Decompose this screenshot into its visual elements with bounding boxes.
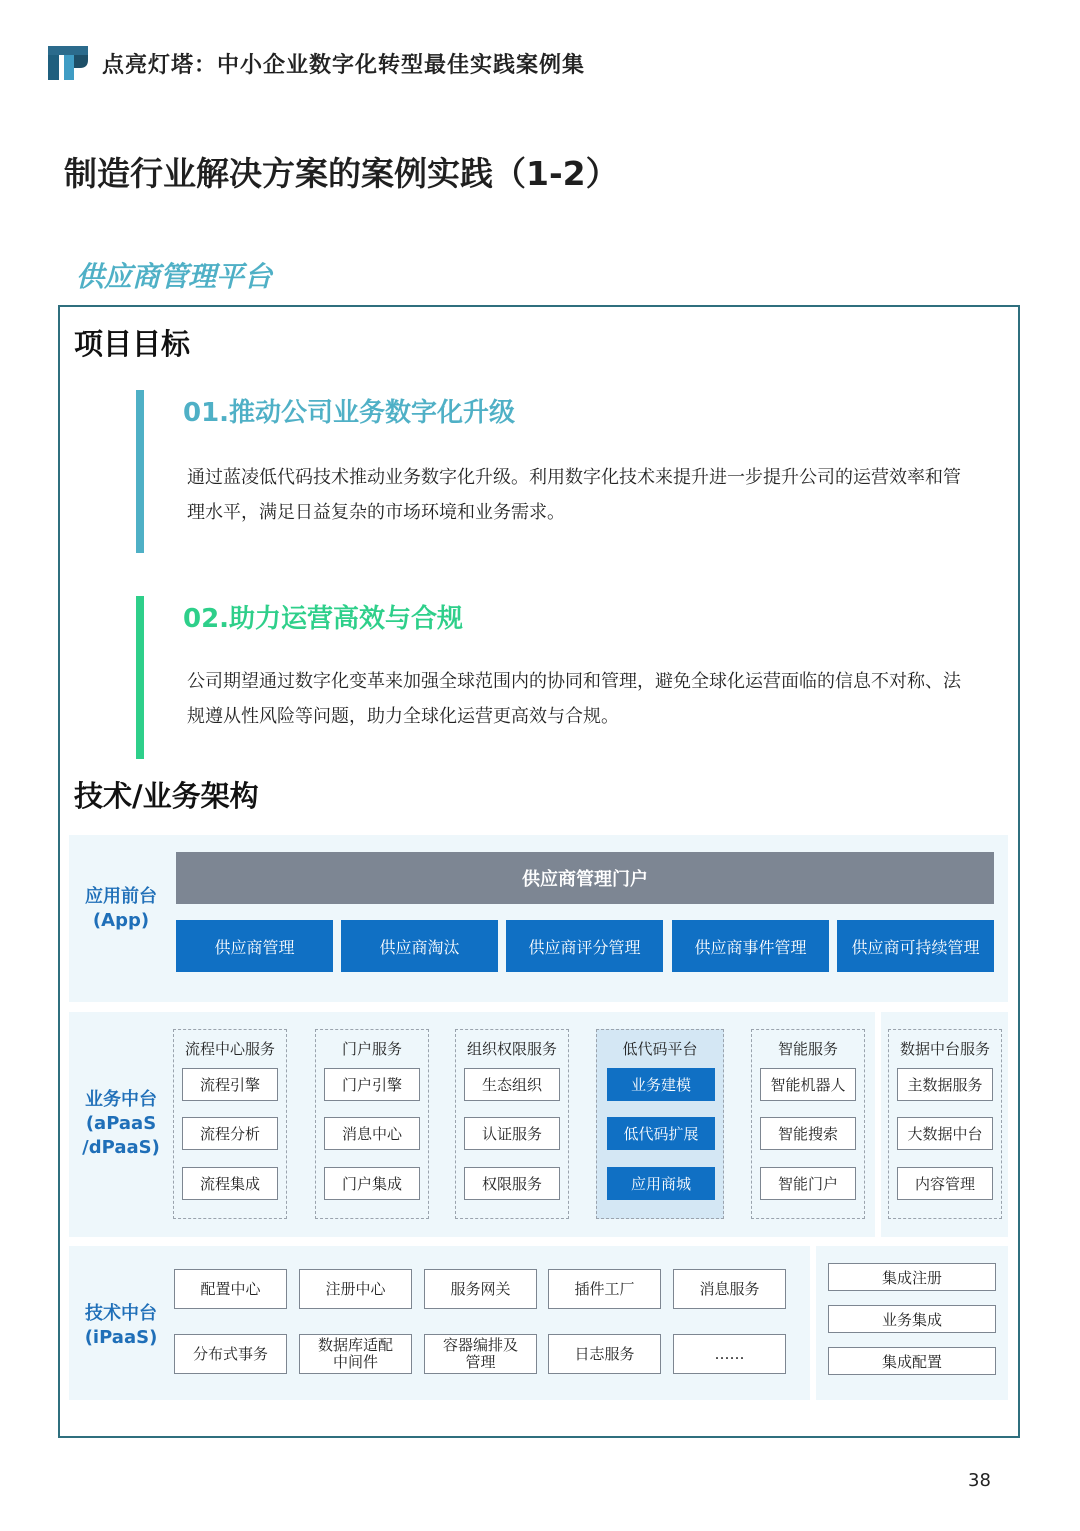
app-supplier-rating: 供应商评分管理 [506, 920, 663, 972]
service-column-lowcode: 低代码平台 业务建模 低代码扩展 应用商城 [596, 1029, 724, 1219]
app-supplier-management: 供应商管理 [176, 920, 333, 972]
tech-message-service: 消息服务 [673, 1269, 786, 1309]
service-column-org-permission: 组织权限服务 生态组织 认证服务 权限服务 [455, 1029, 569, 1219]
page-title: 制造行业解决方案的案例实践（1-2） [64, 154, 619, 193]
page-number: 38 [968, 1470, 991, 1491]
tech-distributed-transaction: 分布式事务 [174, 1334, 287, 1374]
app-supplier-elimination: 供应商淘汰 [341, 920, 498, 972]
document-title: 点亮灯塔：中小企业数字化转型最佳实践案例集 [102, 53, 586, 78]
tech-registry-center: 注册中心 [299, 1269, 412, 1309]
tech-container-orchestration: 容器编排及 管理 [424, 1334, 537, 1374]
service-item: 内容管理 [897, 1167, 993, 1200]
service-item: 主数据服务 [897, 1068, 993, 1101]
service-item: 认证服务 [464, 1117, 560, 1150]
service-item: 流程集成 [182, 1167, 278, 1200]
app-supplier-events: 供应商事件管理 [672, 920, 829, 972]
goals-heading: 项目目标 [74, 327, 191, 361]
app-supplier-sustainability: 供应商可持续管理 [837, 920, 994, 972]
goal-1-title: 01.推动公司业务数字化升级 [183, 398, 516, 428]
service-item: 智能门户 [760, 1167, 856, 1200]
tech-log-service: 日志服务 [548, 1334, 661, 1374]
goal-2-text: 公司期望通过数字化变革来加强全球范围内的协同和管理，避免全球化运营面临的信息不对称、法规遵从性风险等问题，助力全球化运营更高效与合规。 [187, 671, 961, 727]
service-item: 权限服务 [464, 1167, 560, 1200]
tech-more-ellipsis: …… [673, 1334, 786, 1374]
tech-service-gateway: 服务网关 [424, 1269, 537, 1309]
service-column-intelligent: 智能服务 智能机器人 智能搜索 智能门户 [751, 1029, 865, 1219]
service-item: 消息中心 [324, 1117, 420, 1150]
lighthouse-logo-icon [48, 46, 88, 80]
goal-1-text: 通过蓝凌低代码技术推动业务数字化升级。利用数字化技术来提升进一步提升公司的运营效率和管理水平，满足日益复杂的市场环境和业务需求。 [187, 467, 961, 523]
tech-plugin-factory: 插件工厂 [548, 1269, 661, 1309]
service-item: 流程分析 [182, 1117, 278, 1150]
service-item: 智能机器人 [760, 1068, 856, 1101]
service-column-data: 数据中台服务 主数据服务 大数据中台 内容管理 [888, 1029, 1002, 1219]
service-item: 生态组织 [464, 1068, 560, 1101]
service-item: 应用商城 [607, 1167, 715, 1200]
tech-config-center: 配置中心 [174, 1269, 287, 1309]
service-column-portal: 门户服务 门户引擎 消息中心 门户集成 [315, 1029, 429, 1219]
service-item: 门户引擎 [324, 1068, 420, 1101]
app-layer-label: 应用前台 (App) [85, 886, 157, 931]
tech-db-adapter-middleware: 数据库适配 中间件 [299, 1334, 412, 1374]
business-layer-label: 业务中台 (aPaaS /dPaaS) [82, 1089, 160, 1158]
service-item: 门户集成 [324, 1167, 420, 1200]
integration-registration: 集成注册 [828, 1263, 996, 1291]
goal-1-accent-bar [136, 390, 144, 553]
service-item: 低代码扩展 [607, 1117, 715, 1150]
goal-2-title: 02.助力运营高效与合规 [183, 604, 464, 634]
section-subtitle: 供应商管理平台 [76, 260, 273, 293]
integration-config: 集成配置 [828, 1347, 996, 1375]
service-item: 流程引擎 [182, 1068, 278, 1101]
service-item: 大数据中台 [897, 1117, 993, 1150]
service-column-process: 流程中心服务 流程引擎 流程分析 流程集成 [173, 1029, 287, 1219]
service-item: 智能搜索 [760, 1117, 856, 1150]
integration-business: 业务集成 [828, 1305, 996, 1333]
goal-2-accent-bar [136, 596, 144, 759]
supplier-portal-bar: 供应商管理门户 [176, 852, 994, 904]
architecture-heading: 技术/业务架构 [74, 779, 259, 813]
service-item: 业务建模 [607, 1068, 715, 1101]
tech-layer-label: 技术中台 (iPaaS) [84, 1303, 158, 1348]
